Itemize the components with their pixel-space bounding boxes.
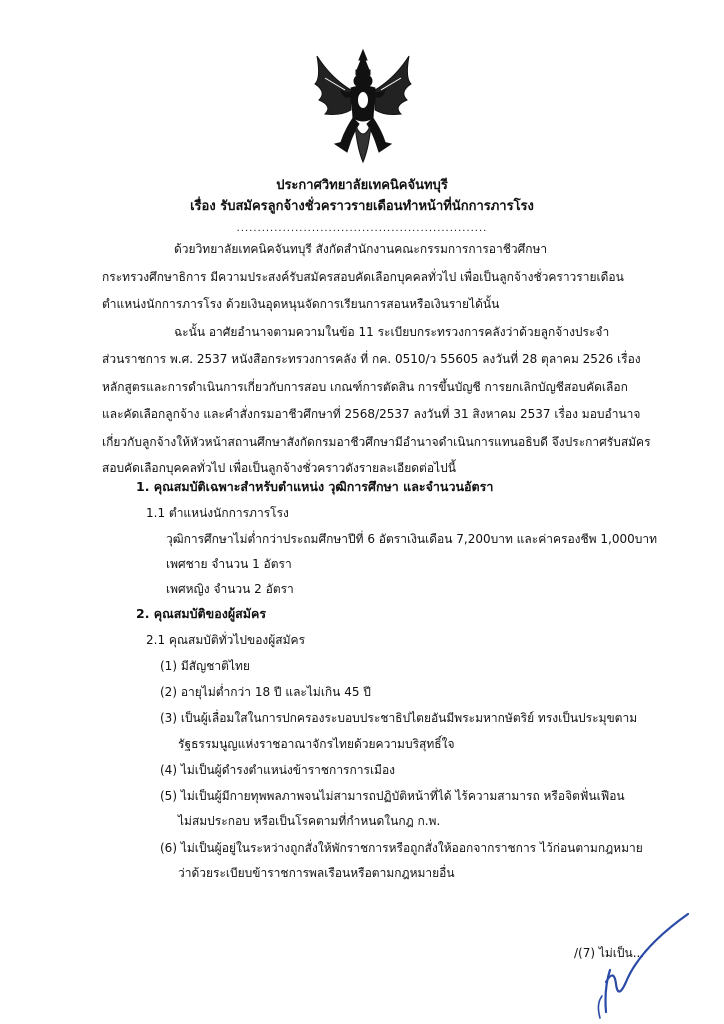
female-quota: เพศหญิง จำนวน 2 อัตรา bbox=[166, 582, 294, 596]
male-quota: เพศชาย จำนวน 1 อัตรา bbox=[166, 557, 292, 571]
list-item-continued: ไม่สมประกอบ หรือเป็นโรคตามที่กำหนดในกฎ ก.พ. bbox=[178, 814, 441, 828]
qualification-text: วุฒิการศึกษาไม่ต่ำกว่าประถมศึกษาปีที่ 6 อัตราเงินเดือน 7,200บาท และค่าครองชีพ 1,000บาท bbox=[166, 532, 658, 546]
continuation-note: /(7) ไม่เป็น... bbox=[574, 946, 645, 960]
list-item: (6) ไม่เป็นผู้อยู่ในระหว่างถูกสั่งให้พักราชการหรือถูกสั่งให้ออกจากราชการ ไว้ก่อนตามกฎหมาย bbox=[160, 841, 643, 855]
handwritten-signature bbox=[590, 908, 700, 1020]
section-2-1-heading: 2.1 คุณสมบัติทั่วไปของผู้สมัคร bbox=[146, 633, 306, 647]
authority-line: สอบคัดเลือกบุคคลทั่วไป เพื่อเป็นลูกจ้างชั่วคราวดังรายละเอียดต่อไปนี้ bbox=[102, 461, 456, 475]
list-item-continued: รัฐธรรมนูญแห่งราชอาณาจักรไทยด้วยความบริสุทธิ์ใจ bbox=[178, 737, 455, 751]
section-2-heading: 2. คุณสมบัติของผู้สมัคร bbox=[136, 606, 267, 621]
authority-line: เกี่ยวกับลูกจ้างให้หัวหน้าสถานศึกษาสังกัดกรมอาชีวศึกษามีอำนาจดำเนินการแทนอธิบดี จึงประกาศรับสมัคร bbox=[102, 435, 651, 449]
list-item: (5) ไม่เป็นผู้มีกายทุพพลภาพจนไม่สามารถปฏิบัติหน้าที่ได้ ไร้ความสามารถ หรือจิตฟั่นเฟือน bbox=[160, 789, 625, 803]
separator-line: ............................................................ bbox=[236, 223, 488, 234]
section-1-1-heading: 1.1 ตำแหน่งนักการภารโรง bbox=[146, 506, 289, 520]
list-item: (4) ไม่เป็นผู้ดำรงตำแหน่งข้าราชการการเมือง bbox=[160, 763, 396, 777]
authority-line: และคัดเลือกลูกจ้าง และคำสั่งกรมอาชีวศึกษาที่ 2568/2537 ลงวันที่ 31 สิงหาคม 2537 เรื่อง มอบอำนาจ bbox=[102, 407, 641, 421]
intro-line: ตำแหน่งนักการภารโรง ด้วยเงินอุดหนุนจัดการเรียนการสอนหรือเงินรายได้นั้น bbox=[102, 297, 500, 311]
list-item: (1) มีสัญชาติไทย bbox=[160, 659, 250, 673]
announcement-subject: เรื่อง รับสมัครลูกจ้างชั่วคราวรายเดือนทำหน้าที่นักการภารโรง bbox=[190, 199, 534, 214]
authority-line: ส่วนราชการ พ.ศ. 2537 หนังสือกระทรวงการคลัง ที่ กค. 0510/ว 55605 ลงวันที่ 28 ตุลาคม 2526 เรื่อง bbox=[102, 352, 641, 366]
intro-line: กระทรวงศึกษาธิการ มีความประสงค์รับสมัครสอบคัดเลือกบุคคลทั่วไป เพื่อเป็นลูกจ้างชั่วคราวรายเดือน bbox=[102, 270, 624, 284]
list-item: (3) เป็นผู้เลื่อมใสในการปกครองระบอบประชาธิปไตยอันมีพระมหากษัตริย์ ทรงเป็นประมุขตาม bbox=[160, 711, 638, 725]
section-1-heading: 1. คุณสมบัติเฉพาะสำหรับตำแหน่ง วุฒิการศึกษา และจำนวนอัตรา bbox=[136, 479, 494, 494]
list-item: (2) อายุไม่ต่ำกว่า 18 ปี และไม่เกิน 45 ปี bbox=[160, 685, 371, 699]
list-item-continued: ว่าด้วยระเบียบข้าราชการพลเรือนหรือตามกฎหมายอื่น bbox=[178, 866, 455, 880]
garuda-emblem bbox=[311, 48, 415, 166]
intro-line: ด้วยวิทยาลัยเทคนิคจันทบุรี สังกัดสำนักงานคณะกรรมการการอาชีวศึกษา bbox=[174, 242, 548, 256]
announcement-title: ประกาศวิทยาลัยเทคนิคจันทบุรี bbox=[276, 178, 448, 193]
authority-line: หลักสูตรและการดำเนินการเกี่ยวกับการสอบ เกณฑ์การตัดสิน การขึ้นบัญชี การยกเลิกบัญชีสอบคัดเลือก bbox=[102, 380, 628, 394]
authority-line: ฉะนั้น อาศัยอำนาจตามความในข้อ 11 ระเบียบกระทรวงการคลังว่าด้วยลูกจ้างประจำ bbox=[174, 325, 610, 339]
